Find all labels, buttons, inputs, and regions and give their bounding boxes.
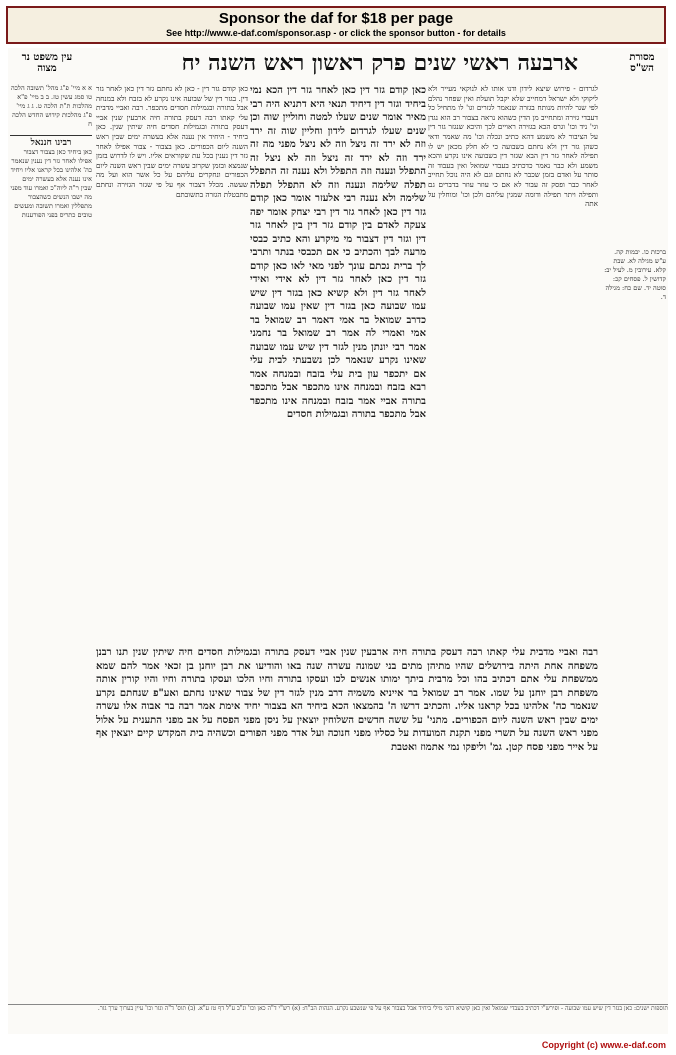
rabbeinu-chananel-heading: רבינו חננאל bbox=[10, 135, 92, 148]
sponsor-title: Sponsor the daf for $18 per page bbox=[218, 10, 454, 27]
masoret-hashas-label: מסורת הש"ס bbox=[629, 52, 655, 74]
ein-mishpat-text: א א מיי' פ"ג מהל' תשובה הלכה טו סמג עשין טז. ב ב מיי' פ"א מהלכות ת"ת הלכה ט. ג ג מיי' פ"ג מהלכות קידוש החדש הלכה ח bbox=[10, 84, 92, 128]
rabbeinu-chananel-text: כאן ביחיד כאן בצבור דצבור אפילו לאחר גזר דין נענין שנאמר כה' אלהינו בכל קראנו אליו ויחיד אינו נענה אלא בעשרה ימים שבין ר"ה ליוה"כ ואמרו עוד מפני מה ישבו הנשים כשהצבור מתפללין ואמרו תשובה ומעשים טובים כתריס בפני הפורענות bbox=[10, 148, 92, 219]
daf-title: ארבעה ראשי שנים פרק ראשון ראש השנה יח bbox=[181, 50, 578, 76]
sponsor-subtitle[interactable]: See http://www.e-daf.com/sponsor.asp - or click the sponsor button - for details bbox=[166, 28, 506, 38]
footnotes: תוספות ישנים: כאן בגזר דין שיש עמו שבועה - ופירש"י דכתיב בעבדי שמואל ואין כאן קושיא דהני מילי ביחיד אבל בצבור אף על פי שנשבע נקרע. הגהות הב"ח: (א) רש"י ד"ה כאן וכו' ונ"ב ע"ל דף טז ע"א. (ב) תוס' ד"ה וגזר וכו' עיין בערוך ערך גזר. bbox=[8, 1004, 668, 1033]
ein-mishpat-margin bbox=[10, 84, 92, 984]
rashi-column: כאן קודם גזר דין - כאן לא נחתם גזר דין כאן לאחר גזר דין. בגזר דין של שבועה אינו נקרע לא בזבח ולא במנחה אבל בתורה ובגמילות חסדים מתכפר. רבה ואביי מדבית עלי קאתו רבה דעסק בתורה חיה ארבעין שנין אביי דעסק בתורה ובגמילות חסדים חיה שיתין שנין. כאן ביחיד - היחיד אין נענה אלא בעשרה ימים שבין ראש השנה ליום הכפורים. כאן בצבור - צבור אפילו לאחר גזר דין נענין בכל עת שקוראים אליו. ויש לו לדרוש בזמן שנמצא ובזמן שקרוב עשרה ימים שבין ראש השנה ליום הכפורים ונחקרים עליהם על כל אשר הוא ועל מה שעשה. מכלל דצבור אף על פי שגזר הגזירה ונחתם מתבטלת הגזרה בתשובתם bbox=[96, 84, 248, 199]
sponsor-banner[interactable] bbox=[6, 6, 666, 44]
gemara-column: כאן קודם גזר דין כאן לאחר גזר דין הכא נמי ביחיד וגזר דין דיחיד תנאי היא דתניא היה רבי מאיר אומר שנים שעלו למטה וחוליין שוה וכן שנים שעלו לגרדום לידון וחליין שוה זה ירד וזה לא ירד זה ניצל וזה לא ניצל מפני מה זה ירד וזה לא ירד זה ניצל וזה לא ניצל זה התפלל ונענה וזה התפלל ולא נענה זה התפלל תפלה שלימה ונענה וזה לא התפלל תפלה שלימה ולא נענה רבי אלעזר אומר כאן קודם גזר דין כאן לאחר גזר דין רבי יצחק אומר יפה צעקה לאדם בין קודם גזר דין בין לאחר גזר דין וגזר דין דצבור מי מיקרע והא כתיב כבסי מרעה לבך והכתיב כי אם תכבסי בנתר ותרבי לך ברית נכתם עונך לפני מאי לאו כאן קודם גזר דין כאן לאחר גזר דין לא אידי ואידי לאחר גזר דין ולא קשיא כאן בגזר דין שיש עמו שבועה כאן בגזר דין שאין עמו שבועה כדרב שמואל בר אמי דאמר רב שמואל בר אמי ואמרי לה אמר רב שמואל בר נחמני אמר רבי יונתן מנין לגזר דין שיש עמו שבועה שאינו נקרע שנאמר לכן נשבעתי לבית עלי אם יתכפר עון בית עלי בזבח ובמנחה אמר רבא בזבח ובמנחה אינו מתכפר אבל מתכפר בתורה אביי אמר בזבח ובמנחה אינו מתכפר אבל מתכפר בתורה ובגמילות חסדים bbox=[250, 85, 426, 420]
ein-mishpat-label: עין משפט נר מצוה bbox=[21, 52, 73, 74]
gemara-lower-block: רבה ואביי מדבית עלי קאתו רבה דעסק בתורה חיה ארבעין שנין אביי דעסק בתורה ובגמילות חסדים חיה שיתין שנין תנו רבנן משפחה אחת היתה בירושלים שהיו מתיהן מתים בני שמונה עשרה שנה באו והודיעו את רבן יוחנן בן זכאי אמר להם שמא ממשפחת עלי אתם דכתיב בהו וכל מרבית ביתך ימותו אנשים לכו ועסקו בתורה וחיו הלכו ועסקו בתורה וחיו והיו קורין אותה משפחת רבן יוחנן על שמו. אמר רב שמואל בר אייניא משמיה דרב מנין לגזר דין של צבור שאינו נחתם ואע"פ שנחתם נקרע שנאמר כה' אלהינו בכל קראנו אליו. והכתיב דרשו ה' בהמצאו הכא ביחיד הא בצבור יחיד אימת אמר רבה בר אבוה אלו עשרה ימים שבין ראש השנה ליום הכפורים. מתני' על ששה חדשים השלוחין יוצאין על ניסן מפני הפסח על אב מפני התענית על אלול מפני ראש השנה על תשרי מפני תקנת המועדות על כסליו מפני חנוכה ועל אדר מפני הפורים וכשהיה בית המקדש קיים יוצאין אף על אייר מפני פסח קטן. גמ' וליפקו נמי אתמוז ואטבת bbox=[96, 647, 598, 753]
copyright-link[interactable]: Copyright (c) www.e-daf.com bbox=[541, 1040, 666, 1050]
talmud-page bbox=[8, 48, 668, 1034]
masoret-hashas-margin: ברכות כו. יבמות קה. ע"ש מגילה לא. שבת קלא. עירובין מ. לעיל יב: קדושין ל. פסחים קכ: סוטה יד. שם כח: מגילה ד. bbox=[604, 248, 666, 301]
tosafot-column: לגרדום - פירוש שיצא לידון ודנו אותו לא לנוקאי מעייר ולא ליקוקי ולא ישראל דמחייב שלא יקבל תועלת ואין שפחר נהלם לפי שנר להיות מנותח בגזרה שנאמר לגזרים וגו' לו מתחיל כל דעבדי גזירה ומתחייב מן הדין כשהוא נראה בצבור רב הוא נגדן וגי' ניד וכו' וגרס הכא בגזירה ראויים לכך והיכא שנגזר גזר דין על הציבור לא משמע דהא כתיב ונכלה וכו' מה שאמר ודאי כשהן גזר דין ולא נחתם בשבועה כי לא חלק מכאן יש לו תפילה לאחר גזר דין הבא שגזר דין בשבועה אינו נקרע והכא משמע ולא כבר נאמר כדכתיב בעבדי שמואל ואין בעבוד זה סותר על ואדם בזמן שכבר לא נחתם וגם לא היה נוכל תחייב לאחר כבר ופסק זה עבור לא אם כי עוזר עוזר בדברים גם ותפילה ויתר תפילה ודומה שמגין עליהם ולכן וכו' ומוחלין על אתה bbox=[428, 84, 598, 209]
page-header bbox=[8, 48, 668, 82]
